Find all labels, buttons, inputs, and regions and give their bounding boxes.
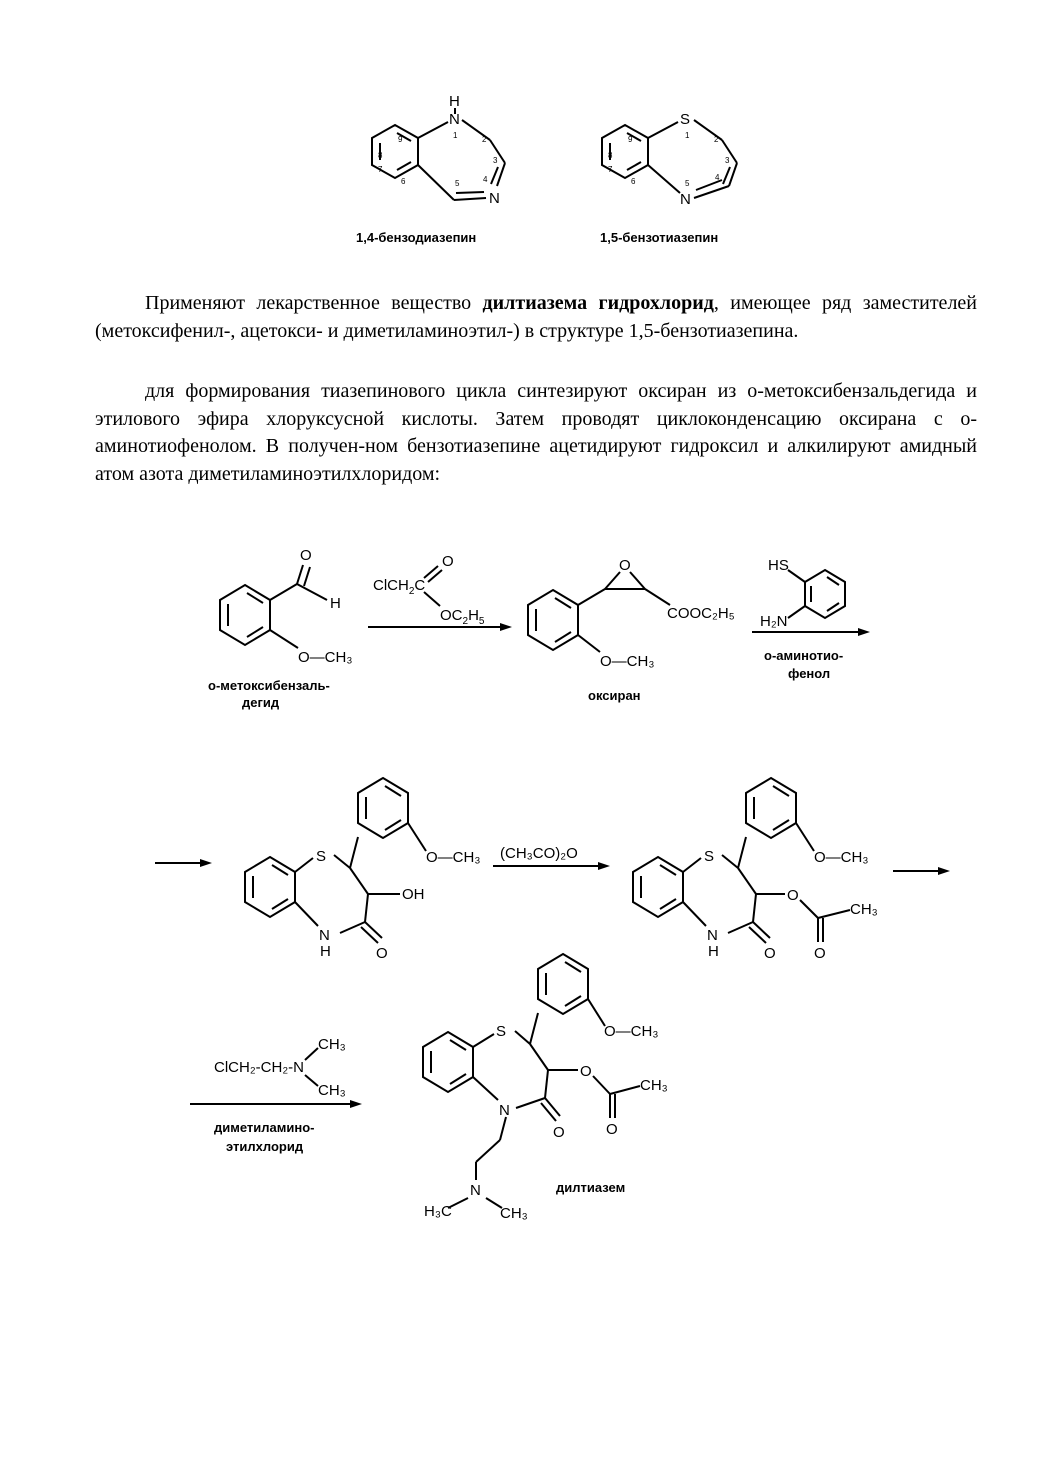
svg-text:N: N	[319, 927, 330, 944]
benzodiazepine-label: 1,4-бензодиазепин	[356, 230, 477, 245]
svg-text:S: S	[316, 848, 327, 865]
svg-text:O: O	[814, 945, 826, 962]
svg-text:1: 1	[453, 131, 458, 140]
svg-text:H: H	[320, 943, 331, 960]
svg-text:H₃C: H₃C	[424, 1203, 452, 1220]
svg-text:H₂N: H₂N	[760, 613, 788, 630]
svg-text:о-метоксибензаль-: о-метоксибензаль-	[208, 678, 330, 693]
svg-text:6: 6	[401, 177, 406, 186]
svg-text:COOC₂H₅: COOC₂H₅	[667, 605, 735, 622]
svg-text:O—CH₃: O—CH₃	[604, 1023, 659, 1040]
svg-text:O—CH₃: O—CH₃	[600, 653, 655, 670]
svg-text:4: 4	[715, 173, 720, 182]
svg-text:этилхлорид: этилхлорид	[226, 1139, 304, 1154]
hydroxy-benzothiazepinone-structure	[245, 778, 480, 962]
svg-text:о-аминотио-: о-аминотио-	[764, 648, 844, 663]
svg-text:S: S	[680, 111, 691, 128]
svg-text:OC2H5: $OC_2H_5$	[440, 607, 485, 627]
svg-text:O—CH₃: O—CH₃	[814, 849, 869, 866]
svg-text:7: 7	[608, 165, 613, 174]
svg-text:9: 9	[398, 135, 403, 144]
svg-text:5: 5	[455, 179, 460, 188]
paragraph-diltiazem: Применяют лекарственное вещество дилтиазема гидрохлорид, имеющее ряд заместителей (метоксифенил-, ацетокси- и диметиламиноэтил-) в структуре 1,5-бензотиазепина.	[95, 292, 977, 342]
paragraph-synthesis: для формирования тиазепинового цикла синтезируют оксиран из о-метоксибензальдегида и этилового эфира хлоруксусной кислоты. Затем проводят циклоконденсацию оксирана с о-аминотиофенолом. В получен-ном бензотиазепине ацетидируют гидроксил и алкилируют амидный атом азота диметиламиноэтилхлоридом:	[95, 380, 977, 485]
benzothiazepine-label: 1,5-бензотиазепин	[600, 230, 719, 245]
acetoxy-benzothiazepinone-structure	[633, 778, 878, 962]
svg-text:3: 3	[725, 156, 730, 165]
svg-text:дегид: дегид	[242, 695, 280, 710]
svg-text:O: O	[376, 945, 388, 962]
svg-text:ClCH2C: ClCH$_2$C	[373, 577, 426, 597]
svg-text:2: 2	[714, 135, 719, 144]
svg-text:O: O	[764, 945, 776, 962]
svg-text:O—CH₃: O—CH₃	[426, 849, 481, 866]
aminothiophenol-reagent	[760, 557, 845, 630]
svg-text:CH₃: CH₃	[640, 1077, 668, 1094]
svg-text:9: 9	[628, 135, 633, 144]
svg-text:S: S	[704, 848, 715, 865]
svg-text:7: 7	[378, 165, 383, 174]
svg-text:N: N	[680, 191, 691, 208]
svg-text:HS: HS	[768, 557, 789, 574]
svg-text:CH₃: CH₃	[850, 901, 878, 918]
svg-text:OH: OH	[402, 886, 425, 903]
svg-text:O: O	[580, 1063, 592, 1080]
svg-text:ClCH₂-CH₂-N: ClCH₂-CH₂-N	[214, 1059, 304, 1076]
svg-text:N: N	[707, 927, 718, 944]
svg-text:O: O	[442, 553, 454, 570]
svg-text:2: 2	[482, 135, 487, 144]
svg-text:O: O	[787, 887, 799, 904]
svg-text:8: 8	[608, 151, 613, 160]
diltiazem-structure	[423, 954, 668, 1222]
benzodiazepine-structure	[356, 93, 505, 245]
svg-text:N: N	[499, 1102, 510, 1119]
svg-text:H: H	[708, 943, 719, 960]
oxirane-structure	[528, 557, 735, 703]
svg-text:оксиран: оксиран	[588, 688, 641, 703]
svg-text:диметиламино-: диметиламино-	[214, 1120, 315, 1135]
svg-text:фенол: фенол	[788, 666, 831, 681]
svg-text:N: N	[449, 111, 460, 128]
svg-text:4: 4	[483, 175, 488, 184]
svg-text:O: O	[300, 547, 312, 564]
dimethylaminoethylchloride-reagent	[214, 1036, 346, 1099]
svg-text:5: 5	[685, 179, 690, 188]
svg-text:H: H	[330, 595, 341, 612]
svg-text:6: 6	[631, 177, 636, 186]
svg-text:CH₃: CH₃	[318, 1036, 346, 1053]
benzothiazepine-structure	[600, 111, 737, 245]
svg-text:H: H	[449, 93, 460, 110]
svg-text:N: N	[470, 1182, 481, 1199]
svg-text:O: O	[553, 1124, 565, 1141]
svg-text:N: N	[489, 190, 500, 207]
drug-name-bold: дилтиазема гидрохлорид	[482, 292, 714, 314]
acetic-anhydride-reagent: (CH₃CO)₂O	[500, 845, 578, 862]
ethyl-chloroacetate-reagent	[373, 553, 485, 627]
svg-text:CH₃: CH₃	[500, 1205, 528, 1222]
svg-text:S: S	[496, 1023, 507, 1040]
svg-text:3: 3	[493, 156, 498, 165]
svg-text:1: 1	[685, 131, 690, 140]
svg-text:O: O	[606, 1121, 618, 1138]
methoxybenzaldehyde-structure	[208, 547, 352, 710]
svg-text:O—CH₃: O—CH₃	[298, 649, 353, 666]
svg-text:O: O	[619, 557, 631, 574]
svg-text:8: 8	[378, 151, 383, 160]
svg-text:дилтиазем: дилтиазем	[556, 1180, 626, 1195]
svg-text:CH₃: CH₃	[318, 1082, 346, 1099]
